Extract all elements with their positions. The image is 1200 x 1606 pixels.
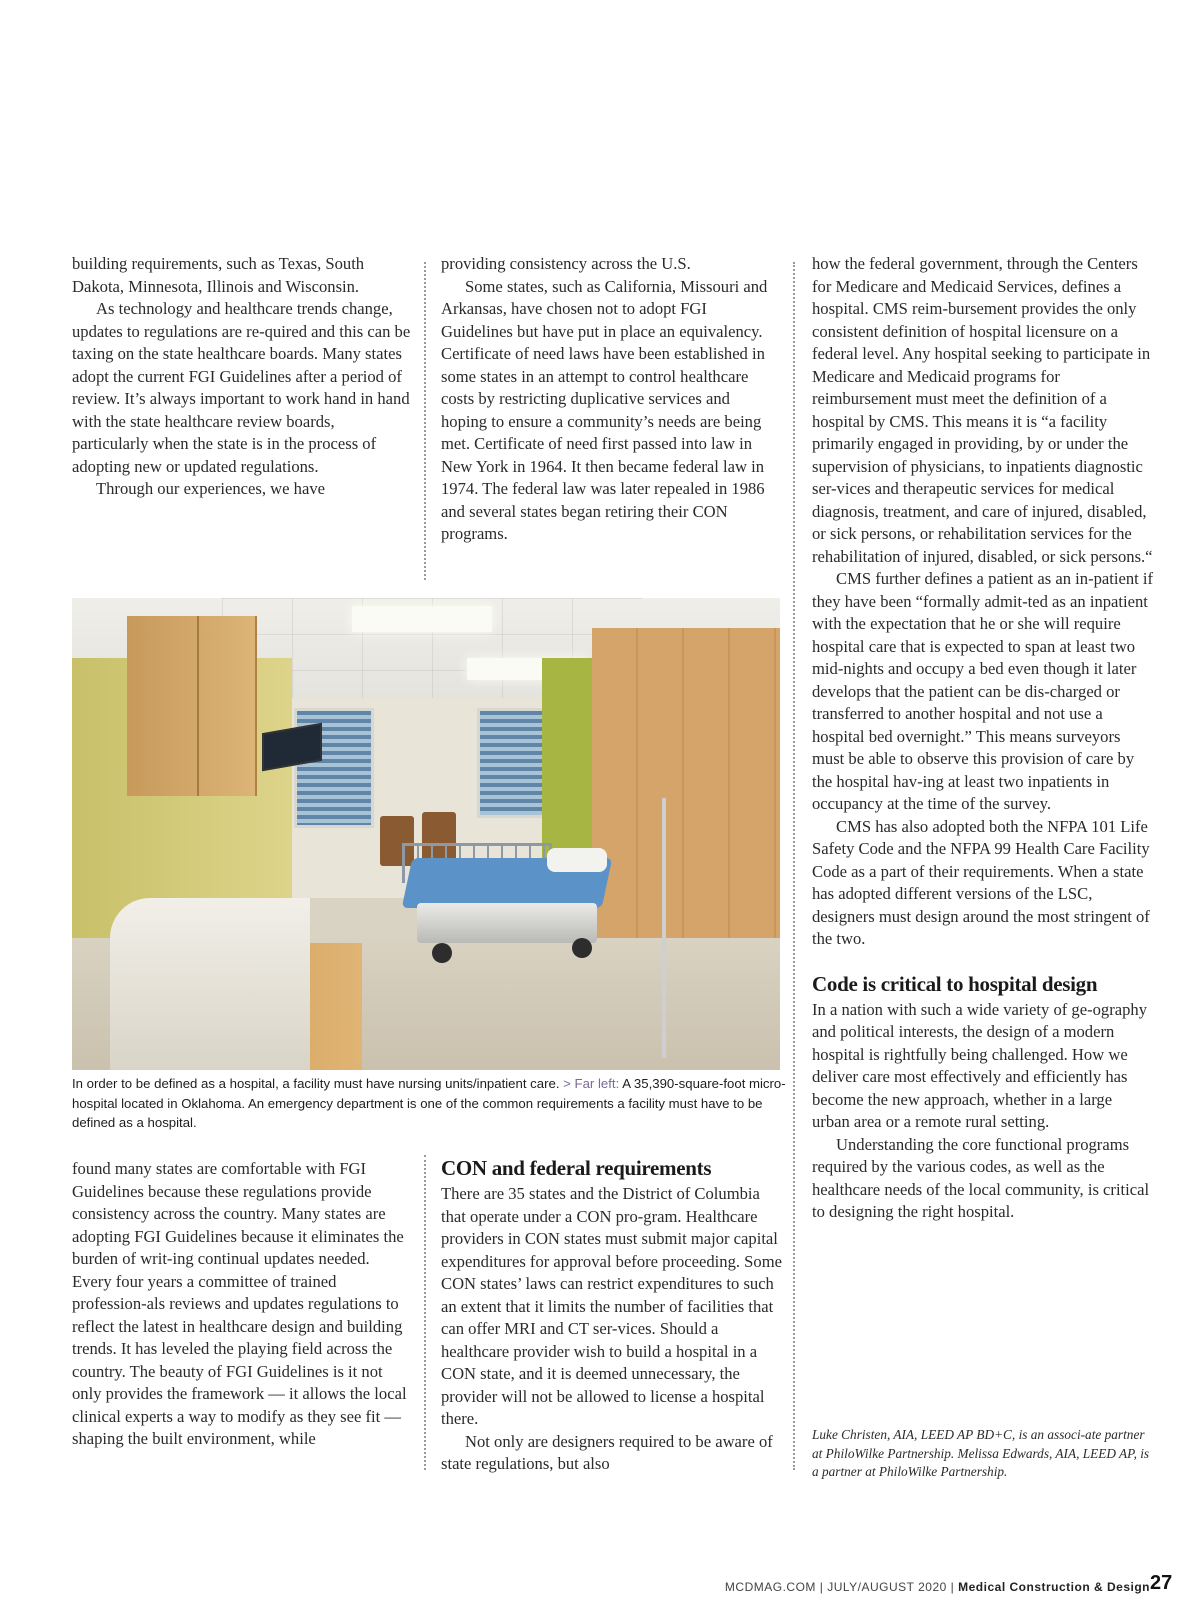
paragraph: CMS further defines a patient as an in-patient if they have been “formally admit-ted as an inpatient with the expectation that he or she will require hospital care that is expected to span at least two mid-nights and occupy a bed even though it later develops that the patient can be dis-charged or transferred to another hospital and not use a hospital bed overnight.” This means surveyors must be able to observe this provision of care by the hospital hav-ing at least two inpatients in occupancy at the time of the survey.	[812, 569, 1154, 813]
paragraph: how the federal government, through the Centers for Medicare and Medicaid Services, defines a hospital. CMS reim-bursement provides the only consistent definition of hospital licensure on a federal level. Any hospital seeking to participate in Medicare and Medicaid programs for reimbursement must meet the definition of a hospital by CMS. This means it is “a facility primarily engaged in providing, by or under the supervision of physicians, to inpatients diagnostic ser-vices and therapeutic services for medical diagnosis, treatment, and care of injured, disabled, or sick persons, or rehabilitation services for the rehabilitation of injured, disabled, or sick persons.“	[812, 254, 1153, 566]
footer-publication: Medical Construction & Design	[958, 1580, 1150, 1594]
page-footer	[0, 1580, 1150, 1594]
footer-issue: JULY/AUGUST 2020	[827, 1580, 947, 1594]
footer-site: MCDMAG.COM	[724, 1580, 816, 1594]
column-2-top	[441, 253, 779, 546]
photo-window	[477, 708, 547, 818]
caption-marker: > Far left:	[563, 1076, 620, 1091]
column-divider	[424, 262, 426, 580]
paragraph: Not only are designers required to be aware of state regulations, but also	[441, 1431, 773, 1473]
column-3	[812, 253, 1154, 1224]
paragraph: Understanding the core functional programs required by the various codes, as well as the healthcare needs of the local community, is critical to designing the right hospital.	[812, 1134, 1150, 1221]
paragraph: providing consistency across the U.S.	[441, 254, 691, 273]
photo-ceiling-light	[352, 606, 492, 632]
paragraph: Some states, such as California, Missouri and Arkansas, have chosen not to adopt FGI Guidelines but have put in place an equivalency. Certificate of need laws have been established in some states in an attempt to control healthcare costs by restricting duplicative services and hoping to ensure a community’s needs are being met. Certificate of need first passed into law in New York in 1964. It then became federal law in 1974. The federal law was later repealed in 1986 and several states began retiring their CON programs.	[441, 276, 768, 543]
section-heading-con: CON and federal requirements	[441, 1156, 712, 1180]
author-byline: Luke Christen, AIA, LEED AP BD+C, is an associ-ate partner at PhiloWilke Partnership. Melissa Edwards, AIA, LEED AP, is a partner at PhiloWilke Partnership.	[812, 1427, 1150, 1479]
footer-separator: |	[819, 1580, 824, 1594]
caption-rest: A 35,390-square-foot micro-hospital located in Oklahoma. An emergency department is one of the common requirements a facility must have to be defined as a hospital.	[72, 1076, 786, 1130]
caption-lead: In order to be defined as a hospital, a facility must have nursing units/inpatient care.	[72, 1076, 560, 1091]
paragraph: Through our experiences, we have	[96, 479, 325, 498]
photo-caption	[72, 1074, 792, 1133]
paragraph: There are 35 states and the District of Columbia that operate under a CON pro-gram. Healthcare providers in CON states must submit major capital expenditures for approval before proceeding. Some CON states’ laws can restrict expenditures to such an extent that it limits the number of facilities that can offer MRI and CT ser-vices. Should a healthcare provider wish to build a hospital in a CON state, and it is deemed unnecessary, the provider will not be allowed to license a hospital there.	[441, 1184, 782, 1428]
hospital-room-photo	[72, 598, 780, 1070]
paragraph: building requirements, such as Texas, South Dakota, Minnesota, Illinois and Wisconsin.	[72, 254, 365, 296]
photo-bed-base	[417, 903, 597, 943]
column-1-top	[72, 253, 412, 501]
photo-sink-counter	[110, 898, 310, 1070]
footer-separator: |	[950, 1580, 955, 1594]
page-number: 27	[1150, 1572, 1173, 1594]
photo-bed-wheel	[432, 943, 452, 963]
photo-bed-pillow	[547, 848, 607, 872]
paragraph: In a nation with such a wide variety of ge-ography and political interests, the design of a modern hospital is rightfully being challenged. How we deliver care most effectively and efficiently has become the new approach, whether in a large urban area or a remote rural setting.	[812, 999, 1147, 1131]
column-2-bottom	[441, 1155, 783, 1476]
column-divider	[793, 262, 795, 1470]
photo-upper-cabinet	[127, 616, 257, 796]
photo-exam-lamp	[662, 798, 666, 1058]
paragraph: CMS has also adopted both the NFPA 101 Life Safety Code and the NFPA 99 Health Care Facility Code as a part of their requirements. When a state has adopted different versions of the LSC, designers must design around the most stringent of the two.	[812, 816, 1150, 948]
photo-bed-wheel	[572, 938, 592, 958]
column-1-bottom	[72, 1158, 412, 1451]
section-heading-code: Code is critical to hospital design	[812, 971, 1098, 996]
paragraph: As technology and healthcare trends change, updates to regulations are re-quired and this can be taxing on the state healthcare boards. Many states adopt the current FGI Guidelines after a period of review. It’s always important to work hand in hand with the state healthcare review boards, particularly when the state is in the process of adopting new or updated regulations.	[72, 299, 411, 476]
paragraph: found many states are comfortable with FGI Guidelines because these regulations provide consistency across the country. Many states are adopting FGI Guidelines because it eliminates the burden of writ-ing continual updates needed. Every four years a committee of trained profession-als reviews and updates regulations to reflect the latest in healthcare design and building trends. It has leveled the playing field across the country. The beauty of FGI Guidelines is it not only provides the framework — it allows the local clinical experts a way to modify as they see fit — shaping the built environment, while	[72, 1159, 407, 1448]
column-divider	[424, 1155, 426, 1470]
